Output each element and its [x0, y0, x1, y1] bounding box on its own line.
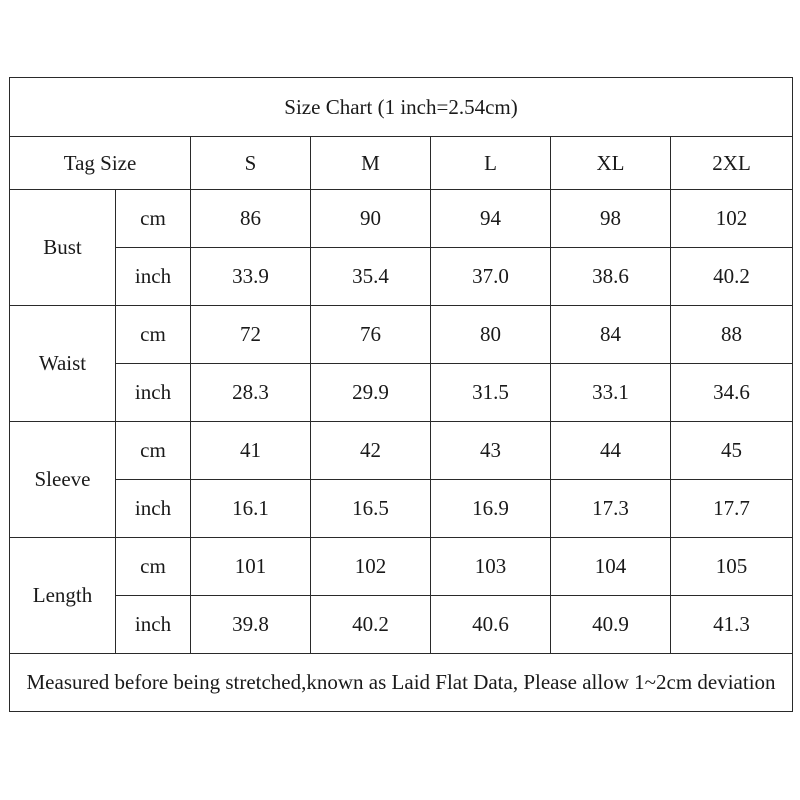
size-header-xl: XL — [551, 137, 671, 190]
tag-size-label: Tag Size — [10, 137, 191, 190]
value-cell: 84 — [551, 306, 671, 364]
value-cell: 31.5 — [431, 364, 551, 422]
value-cell: 37.0 — [431, 248, 551, 306]
value-cell: 39.8 — [191, 596, 311, 654]
measurement-label-bust: Bust — [10, 190, 116, 306]
value-cell: 16.9 — [431, 480, 551, 538]
table-title: Size Chart (1 inch=2.54cm) — [10, 78, 793, 137]
value-cell: 76 — [311, 306, 431, 364]
unit-label-cm: cm — [116, 538, 191, 596]
table-row — [10, 364, 793, 422]
unit-label-cm: cm — [116, 190, 191, 248]
value-cell: 102 — [311, 538, 431, 596]
value-cell: 105 — [671, 538, 793, 596]
value-cell: 90 — [311, 190, 431, 248]
value-cell: 41 — [191, 422, 311, 480]
measurement-label-sleeve: Sleeve — [10, 422, 116, 538]
value-cell: 42 — [311, 422, 431, 480]
unit-label-inch: inch — [116, 248, 191, 306]
value-cell: 43 — [431, 422, 551, 480]
deviation-note: Measured before being stretched,known as Laid Flat Data, Please allow 1~2cm deviation — [10, 654, 793, 712]
value-cell: 44 — [551, 422, 671, 480]
size-header-2xl: 2XL — [671, 137, 793, 190]
value-cell: 40.2 — [671, 248, 793, 306]
value-cell: 80 — [431, 306, 551, 364]
value-cell: 33.1 — [551, 364, 671, 422]
value-cell: 94 — [431, 190, 551, 248]
table-row — [10, 596, 793, 654]
unit-label-inch: inch — [116, 364, 191, 422]
measurement-label-waist: Waist — [10, 306, 116, 422]
value-cell: 98 — [551, 190, 671, 248]
value-cell: 17.7 — [671, 480, 793, 538]
value-cell: 41.3 — [671, 596, 793, 654]
value-cell: 102 — [671, 190, 793, 248]
value-cell: 72 — [191, 306, 311, 364]
table-row — [10, 190, 793, 248]
table-row — [10, 306, 793, 364]
value-cell: 86 — [191, 190, 311, 248]
unit-label-cm: cm — [116, 306, 191, 364]
unit-label-inch: inch — [116, 480, 191, 538]
value-cell: 40.9 — [551, 596, 671, 654]
value-cell: 101 — [191, 538, 311, 596]
value-cell: 88 — [671, 306, 793, 364]
size-chart-table — [9, 77, 793, 712]
value-cell: 40.6 — [431, 596, 551, 654]
size-header-l: L — [431, 137, 551, 190]
value-cell: 35.4 — [311, 248, 431, 306]
value-cell: 104 — [551, 538, 671, 596]
table-row — [10, 248, 793, 306]
value-cell: 17.3 — [551, 480, 671, 538]
table-row — [10, 422, 793, 480]
value-cell: 16.5 — [311, 480, 431, 538]
value-cell: 103 — [431, 538, 551, 596]
unit-label-inch: inch — [116, 596, 191, 654]
measurement-label-length: Length — [10, 538, 116, 654]
value-cell: 40.2 — [311, 596, 431, 654]
value-cell: 16.1 — [191, 480, 311, 538]
value-cell: 38.6 — [551, 248, 671, 306]
header-row — [10, 137, 793, 190]
size-header-s: S — [191, 137, 311, 190]
unit-label-cm: cm — [116, 422, 191, 480]
value-cell: 34.6 — [671, 364, 793, 422]
value-cell: 33.9 — [191, 248, 311, 306]
table-row — [10, 480, 793, 538]
table-row — [10, 538, 793, 596]
value-cell: 28.3 — [191, 364, 311, 422]
value-cell: 45 — [671, 422, 793, 480]
size-header-m: M — [311, 137, 431, 190]
value-cell: 29.9 — [311, 364, 431, 422]
